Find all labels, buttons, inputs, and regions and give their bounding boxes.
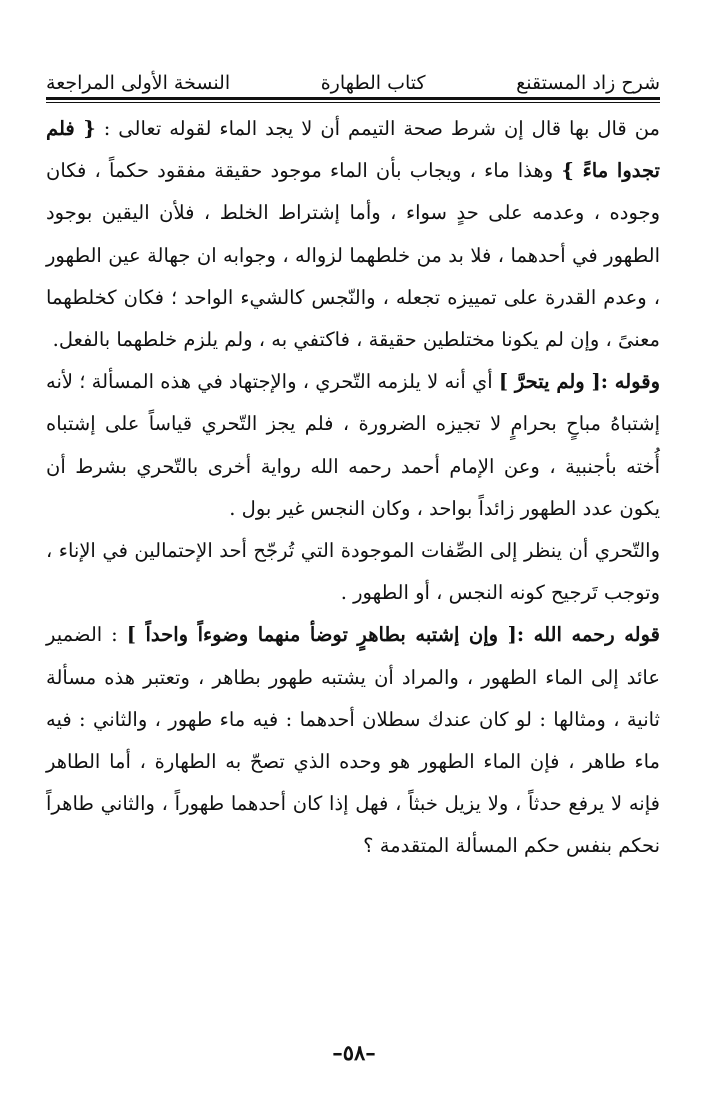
paragraph (46, 361, 660, 530)
paragraph-text: أي أنه لا يلزمه التّحري ، والإجتهاد في هذه المسألة ؛ لأنه إشتباهُ مباحٍ بحرامٍ لا تجيزه الضرورة ، فلم يجز التّحري قياساً على إشتباه أُخته بأجنبية ، وعن الإمام أحمد رحمه الله رواية أخرى بالتّحري بشرط أن يكون عدد الطهور زائداً بواحد ، وكان النجس غير بول . (46, 370, 660, 520)
running-header (46, 52, 660, 94)
header-book-title: شرح زاد المستقنع (516, 72, 660, 94)
header-rule-thick (46, 97, 660, 100)
quoted-text-bold: { فلم تجدوا ماءً } (46, 117, 660, 183)
paragraph (46, 614, 660, 867)
quoted-text-bold: قوله رحمه الله :[ وإن إشتبه بطاهرٍ توضأ منهما وضوءاً واحداً ] (126, 623, 661, 647)
paragraph (46, 530, 660, 614)
paragraph (46, 108, 660, 361)
paragraph-text: وهذا ماء ، ويجاب بأن الماء موجود حقيقة مفقود حكماً ، فكان وجوده ، وعدمه على حدٍ سواء ، وأما إشتراط الخلط ، فلأن اليقين بوجود الطهور في أحدهما ، فلا بد من خلطهما لزواله ، وجوابه ان جهالة عين الطهور ، وعدم القدرة على تمييزه تجعله ، والنّجس كالشيء الواحد ؛ فكان كخلطهما معنىً ، وإن لم يكونا مختلطين حقيقة ، فاكتفي به ، ولم يلزم خلطهما بالفعل. (46, 159, 660, 352)
paragraph-text: والتّحري أن ينظر إلى الصِّفات الموجودة التي تُرجّح أحد الإحتمالين في الإناء ، وتوجب تَرجيح كونه النجس ، أو الطهور . (46, 539, 660, 605)
quoted-text-bold: وقوله :[ ولم يتحرَّ ] (498, 370, 660, 394)
header-edition-note: النسخة الأولى المراجعة (46, 72, 231, 94)
paragraph-text: من قال بها قال إن شرط صحة التيمم أن لا يجد الماء لقوله تعالى : (95, 117, 660, 140)
header-rule-thin (46, 102, 660, 103)
paragraph-text: : الضمير عائد إلى الماء الطهور ، والمراد أن يشتبه طهور بطاهر ، وتعتبر هذه مسألة ثانية ، ومثالها : لو كان عندك سطلان أحدهما : فيه ماء طهور ، والثاني : فيه ماء طاهر ، فإن الماء الطهور هو وحده الذي تصحّ به الطهارة ، أما الطاهر فإنه لا يرفع حدثاً ، ولا يزيل خبثاً ، فهل إذا كان أحدهما طهوراً ، والثاني طاهراً نحكم بنفس حكم المسألة المتقدمة ؟ (46, 623, 660, 858)
header-chapter-title: كتاب الطهارة (320, 72, 426, 94)
body-text (46, 108, 660, 868)
page-number: –٥٨– (332, 1040, 376, 1065)
